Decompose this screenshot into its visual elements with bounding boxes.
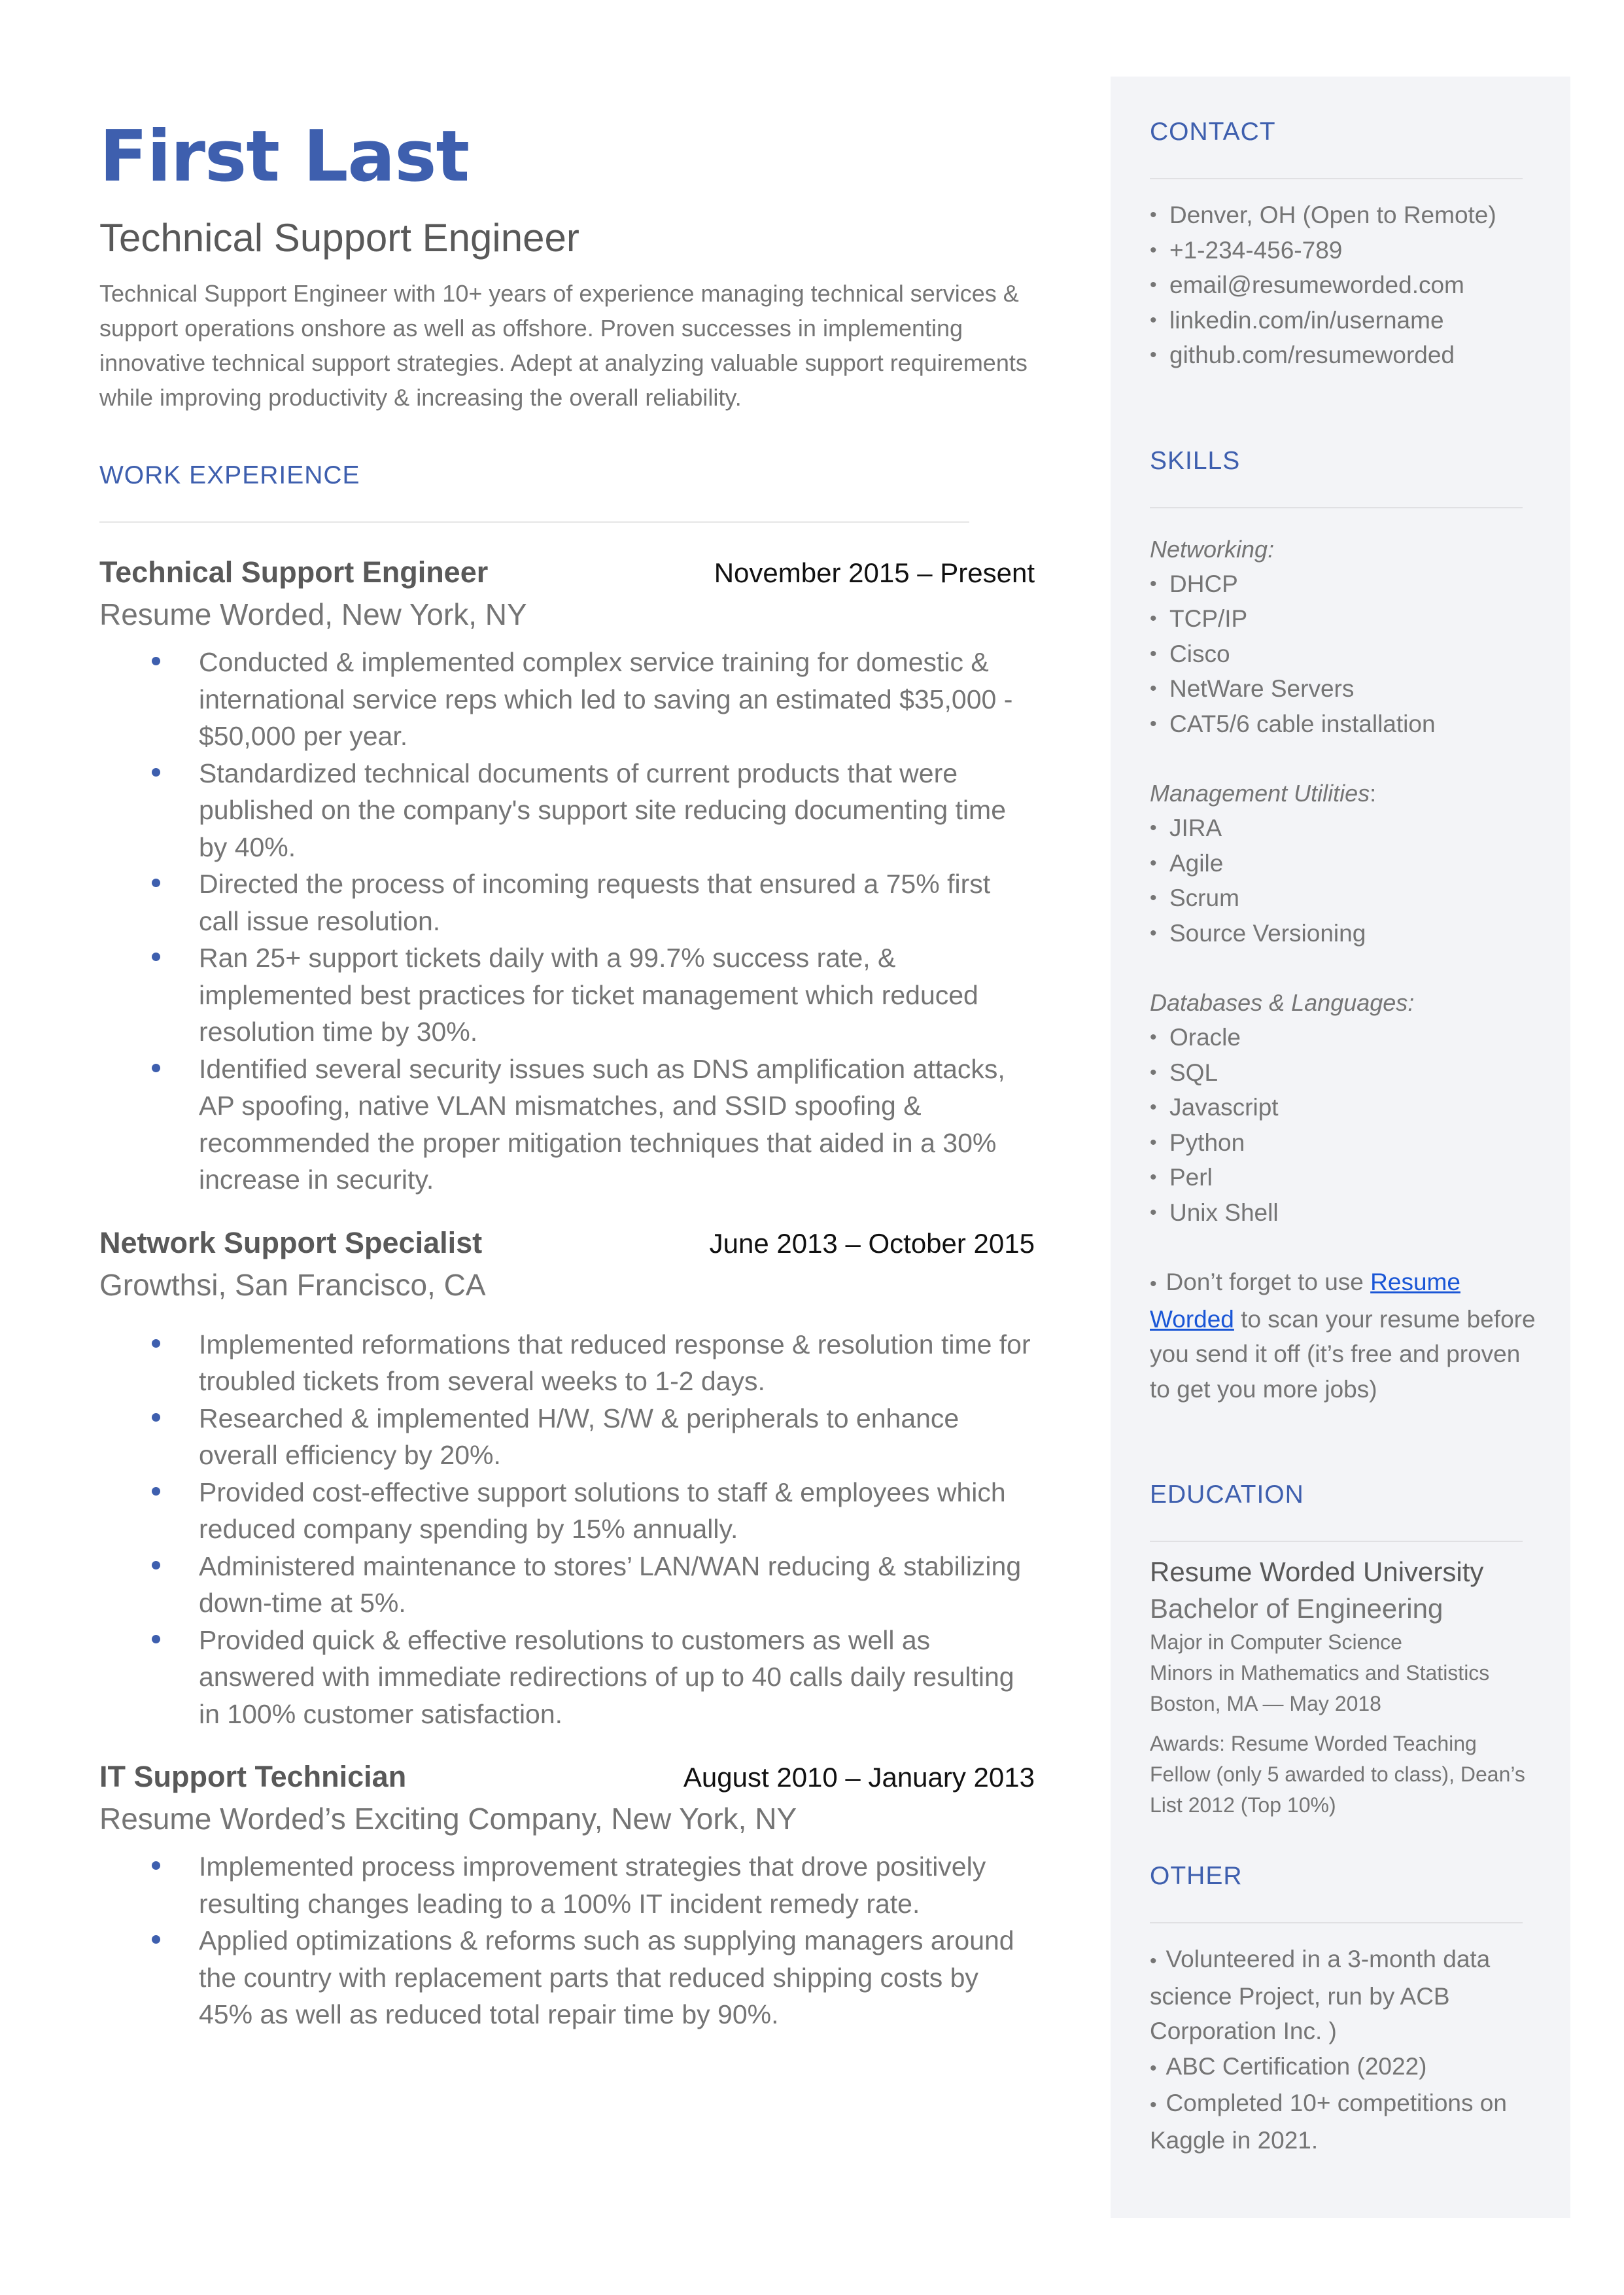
- job-bullet: Conducted & implemented complex service training for domestic & international service reps which led to saving an estimated $35,000 - $50,000 per year.: [99, 644, 1035, 755]
- bullet-dot-icon: [152, 768, 160, 777]
- contact-heading: CONTACT: [1150, 118, 1276, 146]
- bullet-dot-icon: [152, 953, 160, 961]
- bullet-icon: •: [1150, 1273, 1157, 1295]
- other-item: • Completed 10+ competitions on Kaggle in 2021.: [1150, 2090, 1507, 2154]
- bullet-dot-icon: [152, 1861, 160, 1870]
- contact-email[interactable]: • email@resumeworded.com: [1150, 268, 1542, 303]
- skill-category: Networking:: [1150, 535, 1275, 563]
- education-entry: [1150, 1554, 1542, 1821]
- skills-heading: SKILLS: [1150, 446, 1241, 475]
- education-minors: Minors in Mathematics and Statistics: [1150, 1661, 1490, 1685]
- resume-tip: • Don’t forget to use Resume Worded to scan your resume before you send it off (it’s free and proven to get you more jobs): [1150, 1269, 1536, 1403]
- skill-item: • Python: [1150, 1125, 1542, 1161]
- skill-item: • Perl: [1150, 1160, 1542, 1195]
- bullet-dot-icon: [152, 1561, 160, 1569]
- divider: [1150, 178, 1523, 179]
- candidate-role: Technical Support Engineer: [99, 216, 579, 260]
- bullet-dot-icon: [152, 879, 160, 887]
- divider: [99, 521, 969, 523]
- education-awards: Awards: Resume Worded Teaching Fellow (only 5 awarded to class), Dean’s List 2012 (Top 10%): [1150, 1732, 1525, 1817]
- skill-item: • Scrum: [1150, 881, 1542, 916]
- contact-list: [1150, 198, 1542, 373]
- work-experience-heading: WORK EXPERIENCE: [99, 461, 360, 489]
- skill-list: [1150, 567, 1542, 742]
- contact-github[interactable]: • github.com/resumeworded: [1150, 338, 1542, 373]
- education-degree: Bachelor of Engineering: [1150, 1593, 1443, 1624]
- other-item: • ABC Certification (2022): [1150, 2052, 1427, 2080]
- bullet-icon: •: [1150, 1950, 1157, 1972]
- bullet-dot-icon: [152, 1487, 160, 1496]
- job-dates: June 2013 – October 2015: [709, 1227, 1035, 1259]
- skill-item: • JIRA: [1150, 811, 1542, 846]
- skill-item: • Javascript: [1150, 1090, 1542, 1125]
- job-company: Resume Worded, New York, NY: [99, 597, 527, 631]
- job-bullet: Applied optimizations & reforms such as supplying managers around the country with replacement parts that reduced shipping costs by 45% as well as reduced total repair time by 90%.: [99, 1922, 1035, 2033]
- job-bullet: Provided quick & effective resolutions to customers as well as answered with immediate redirections of up to 40 calls daily resulting in 100% customer satisfaction.: [99, 1622, 1035, 1733]
- skill-item: • CAT5/6 cable installation: [1150, 707, 1542, 742]
- job-entry: [99, 1222, 1074, 1733]
- job-title: IT Support Technician: [99, 1760, 407, 1793]
- bullet-dot-icon: [152, 1935, 160, 1944]
- skill-list: [1150, 1020, 1542, 1230]
- sidebar: [1111, 77, 1570, 2218]
- education-major: Major in Computer Science: [1150, 1630, 1402, 1654]
- divider: [1150, 1541, 1523, 1542]
- skill-item: • NetWare Servers: [1150, 671, 1542, 707]
- summary: Technical Support Engineer with 10+ years of experience managing technical services & support operations onshore as well as offshore. Proven successes in implementing innovative technical support strategies. Adept at analyzing valuable support requirements while improving productivity & increasing the overall reliability.: [99, 280, 1028, 411]
- bullet-icon: •: [1150, 2094, 1157, 2116]
- bullet-dot-icon: [152, 1413, 160, 1422]
- job-bullet: Implemented reformations that reduced response & resolution time for troubled tickets from several weeks to 1-2 days.: [99, 1326, 1035, 1400]
- skill-category: Management Utilities:: [1150, 780, 1377, 807]
- bullet-dot-icon: [152, 1635, 160, 1643]
- job-title: Network Support Specialist: [99, 1225, 483, 1259]
- skill-list: [1150, 811, 1542, 951]
- job-company: Growthsi, San Francisco, CA: [99, 1267, 486, 1302]
- contact-phone: • +1-234-456-789: [1150, 233, 1542, 268]
- skill-item: • Agile: [1150, 846, 1542, 881]
- bullet-dot-icon: [152, 1339, 160, 1348]
- job-bullet: Directed the process of incoming requests that ensured a 75% first call issue resolution.: [99, 866, 1035, 939]
- other-list: [1150, 1942, 1542, 2158]
- job-entry: [99, 1756, 1074, 2033]
- job-company: Resume Worded’s Exciting Company, New York, NY: [99, 1802, 797, 1836]
- skill-item: • TCP/IP: [1150, 601, 1542, 637]
- other-heading: OTHER: [1150, 1862, 1243, 1890]
- skill-item: • Source Versioning: [1150, 916, 1542, 951]
- skill-item: • SQL: [1150, 1055, 1542, 1091]
- job-bullet: Ran 25+ support tickets daily with a 99.7% success rate, & implemented best practices for ticket management which reduced resolution time by 30%.: [99, 939, 1035, 1051]
- bullet-dot-icon: [152, 657, 160, 665]
- job-bullet: Implemented process improvement strategies that drove positively resulting changes leading to a 100% IT incident remedy rate.: [99, 1848, 1035, 1922]
- contact-linkedin[interactable]: • linkedin.com/in/username: [1150, 303, 1542, 338]
- skill-category: Databases & Languages:: [1150, 989, 1415, 1016]
- job-bullet: Researched & implemented H/W, S/W & peripherals to enhance overall efficiency by 20%.: [99, 1400, 1035, 1474]
- contact-location: • Denver, OH (Open to Remote): [1150, 198, 1542, 233]
- job-dates: November 2015 – Present: [714, 557, 1035, 588]
- job-title: Technical Support Engineer: [99, 555, 489, 589]
- skill-item: • Oracle: [1150, 1020, 1542, 1055]
- skill-item: • Cisco: [1150, 637, 1542, 672]
- job-dates: August 2010 – January 2013: [683, 1762, 1035, 1793]
- bullet-dot-icon: [152, 1064, 160, 1072]
- education-heading: EDUCATION: [1150, 1480, 1304, 1509]
- job-bullet: Provided cost-effective support solutions to staff & employees which reduced company spending by 15% annually.: [99, 1474, 1035, 1548]
- bullet-icon: •: [1150, 2057, 1157, 2079]
- skill-item: • Unix Shell: [1150, 1195, 1542, 1231]
- divider: [1150, 1922, 1523, 1923]
- skill-item: • DHCP: [1150, 567, 1542, 602]
- resume-worded-link[interactable]: Resume Worded: [1150, 1269, 1460, 1333]
- main-column: [99, 111, 1074, 2033]
- divider: [1150, 507, 1523, 508]
- job-bullet: Administered maintenance to stores’ LAN/WAN reducing & stabilizing down-time at 5%.: [99, 1548, 1035, 1622]
- education-location-date: Boston, MA — May 2018: [1150, 1692, 1381, 1715]
- other-item: • Volunteered in a 3-month data science Project, run by ACB Corporation Inc. ): [1150, 1946, 1491, 2044]
- candidate-name: First Last: [99, 116, 470, 198]
- education-school: Resume Worded University: [1150, 1556, 1484, 1587]
- job-bullet: Standardized technical documents of current products that were published on the company's support site reducing documenting time by 40%.: [99, 755, 1035, 866]
- job-entry: [99, 552, 1074, 1199]
- job-bullet: Identified several security issues such as DNS amplification attacks, AP spoofing, native VLAN mismatches, and SSID spoofing & recommended the proper mitigation techniques that aided in a 30% increase in security.: [99, 1051, 1035, 1199]
